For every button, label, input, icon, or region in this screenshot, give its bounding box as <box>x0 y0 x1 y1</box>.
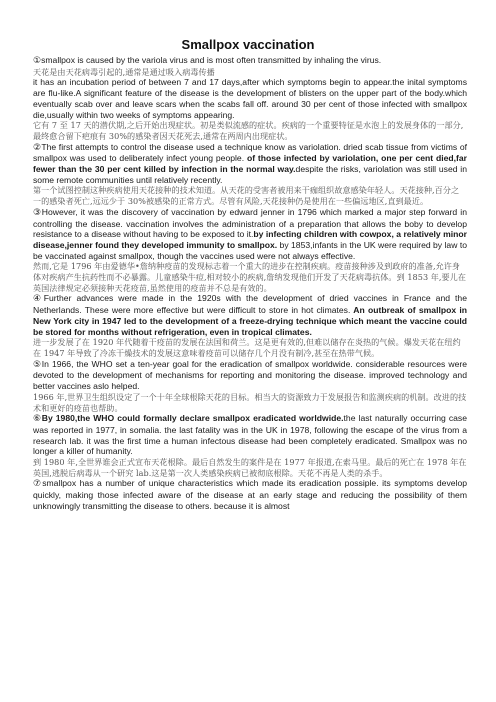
paragraph-text: smallpox has a number of unique characteristics which made its eradication possiple. its symptoms develop quickly, making those infected aware of the disease at an early stage and reducing the possibility of them unknowingly transmitting the disease to others. because it is almost <box>33 478 468 511</box>
paragraph-text-bold: by infecting children with cowpox, a relatively minor disease,jenner found they developed immunity to smallpox. <box>33 229 467 250</box>
paragraph-1b-zh: 它有 7 至 17 天的潜伏期,之后开始出现症状。初是类似流感的症状。疾病的一个重要特征是水泡上的发展身体的一部分,最终愈合留下疤痕有 30%的感染者因天花死去,通常在两周内出现症状。 <box>33 120 464 141</box>
paragraph-number: ⑦ <box>33 479 43 490</box>
paragraph-text: smallpox is caused by the variola virus and is most often transmitted by inhaling the virus. <box>41 55 382 65</box>
paragraph-text: However, it was the discovery of vaccination by edward jenner in 1796 which marked a major step forward in controlling the disease. vaccination involves the administration of a preparation that allows the boby to develop resistance to a disease without having to be exposed to it. <box>33 206 467 240</box>
paragraph-4-en <box>33 293 467 337</box>
paragraph-text-bold: An outbreak of smallpox in New York city in 1947 led to the development of a freeze-drying technique which meant the vaccine could be stored for months without refrigeration, even in tropical climates. <box>33 305 468 337</box>
paragraph-6-en <box>33 413 467 457</box>
paragraph-1b-en: it has an incubation period of between 7 and 17 days,after which symptoms begin to appear.the inital symptoms are flu-like.A significant feature of the disease is the development of blisters on the upper part of the body.which eventually scab over and leave scars when the scabs fall off. around 30 per cent of those infected with smallpox die,usually within two weeks of symptoms appearing. <box>33 77 467 120</box>
paragraph-5-en <box>33 359 467 392</box>
paragraph-text: Further advances were made in the 1920s with the development of dried vaccines in France and the Netherlands. These were more effective but were difficult to store in hot climates. <box>33 293 467 316</box>
paragraph-text: the last naturally occurring case was reported in 1977, in somalia. the last fatality was in the UK in 1978, following the escape of the virus from a research lab. it was the first time a human infectous disease had been completely eradicated. Smallpox was no longer a killer of humanity. <box>33 413 468 457</box>
paragraph-5-zh: 1966 年,世界卫生组织设定了一个十年全球根除天花的目标。相当大的资源致力于发展报告和监测疾病的机制。改进的技术和更好的疫苗也帮助。 <box>33 391 467 413</box>
paragraph-number: ③ <box>33 207 42 218</box>
paragraph-1-en <box>33 55 467 67</box>
paragraph-text: by 1853,infants in the UK were required by law to be vaccinated against smallpox, though the vaccines used were not always effective. <box>33 239 467 261</box>
paragraph-number: ② <box>33 142 42 153</box>
paragraph-text-bold: of those infected by variolation, one per cent died,far fewer than the 30 per cent killed by infection in the normal way. <box>33 153 468 175</box>
paragraph-number: ⑤ <box>33 359 42 370</box>
paragraph-2-en <box>33 142 467 186</box>
paragraph-7-en <box>33 478 467 511</box>
paragraph-text: The first attempts to control the disease used a technique know as variolation. dried scab tissue from victims of smallpox was used to deliberately infect young people. <box>33 141 467 164</box>
document-body <box>33 55 467 512</box>
paragraph-number: ④ <box>33 294 44 305</box>
paragraph-4-zh: 进一步发展了在 1920 年代随着干疫苗的发展在法国和荷兰。这是更有效的,但难以储存在炎热的气候。爆发天花在纽约在 1947 年导致了冷冻干燥技术的发展这意味着疫苗可以储存几个月没有制冷,甚至在热带气候。 <box>33 337 461 358</box>
paragraph-text: In 1966, the WHO set a ten-year goal for the eradication of smallpox worldwide. considerable resources were devoted to the development of mechanisms for reporting and monitoring the disease. improved technology and better vaccines aslo helped. <box>33 358 467 392</box>
paragraph-text-bold: By 1980,the WHO could formally declare smallpox eradicated worldwide. <box>41 413 344 424</box>
paragraph-1-zh: 天花是由天花病毒引起的,通常是通过吸入病毒传播 <box>33 66 215 77</box>
paragraph-3-en <box>33 207 467 262</box>
paragraph-2-zh: 第一个试图控制这种疾病使用天花接种的技术知道。从天花的受害者被用来干痂组织故意感染年轻人。天花接种,百分之一的感染者死亡,远远少于 30%被感染的正常方式。尽管有风险,天花接种仍是使用在一些偏远地区,直到最近。 <box>33 185 460 207</box>
paragraph-number: ⑥ <box>33 414 42 425</box>
paragraph-3-zh: 然而,它是 1796 年由爱德华•詹纳种疫苗的发现标志着一个重大的进步在控制疾病。疫苗接种涉及到政府的准备,允许身体对疾病产生抗药性而不必暴露。儿童感染牛痘,相对较小的疾病,詹纳发现他们开发了天花病毒抗体。到 1853 年,要儿在英国法律规定必须接种天花疫苗,虽然使用的疫苗并不总是有效的。 <box>33 261 466 293</box>
paragraph-text: despite the risks, variolation was still used in some remote communities until relatively recently. <box>33 164 467 185</box>
paragraph-6-zh: 到 1980 年,全世界谁会正式宣布天花根除。最后自然发生的案件是在 1977 年报道,在索马里。最后的死亡在 1978 年在英国,逃脱后病毒从一个研究 lab.这是第一次人类感染疾病已被彻底根除。天花不再是人类的杀手。 <box>33 457 467 478</box>
paragraph-number: ① <box>33 56 42 66</box>
page-title: Smallpox vaccination <box>181 37 315 52</box>
